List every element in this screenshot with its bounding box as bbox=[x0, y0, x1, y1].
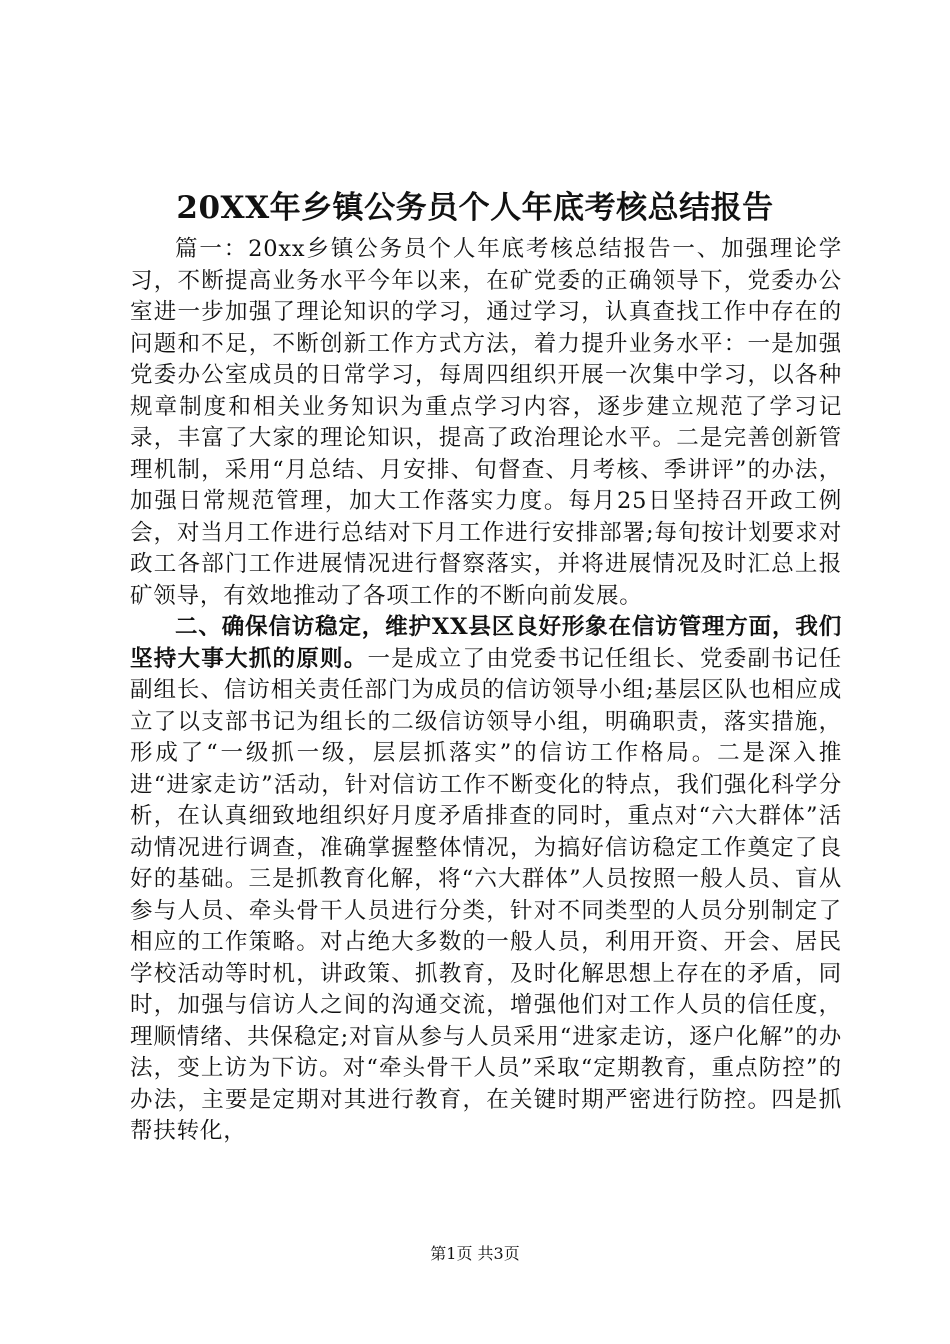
document-title: 20XX年乡镇公务员个人年底考核总结报告 bbox=[176, 190, 774, 226]
paragraph-2-text: 一是成立了由党委书记任组长、党委副书记任副组长、信访相关责任部门为成员的信访领导小组;基层区队也相应成立了以支部书记为组长的二级信访领导小组，明确职责，落实措施，形成了“一级抓一级，层层抓落实”的信访工作格局。二是深入推进“进家走访”活动，针对信访工作不断变化的特点，我们强化科学分析，在认真细致地组织好月度矛盾排查的同时，重点对“六大群体”活动情况进行调查，准确掌握整体情况，为搞好信访稳定工作奠定了良好的基础。三是抓教育化解，将“六大群体”人员按照一般人员、盲从参与人员、牵头骨干人员进行分类，针对不同类型的人员分别制定了相应的工作策略。对占绝大多数的一般人员，利用开资、开会、居民学校活动等时机，讲政策、抓教育，及时化解思想上存在的矛盾，同时，加强与信访人之间的沟通交流，增强他们对工作人员的信任度，理顺情绪、共保稳定;对盲从参与人员采用“进家走访，逐户化解”的办法，变上访为下访。对“牵头骨干人员”采取“定期教育，重点防控”的办法，主要是定期对其进行教育，在关键时期严密进行防控。四是抓帮扶转化， bbox=[130, 645, 842, 1144]
page-footer: 第1页 共3页 bbox=[430, 1244, 520, 1263]
paragraph-2-heading: 二、确保信访稳定，维护XX县区良好形象在信访管理方面，我们坚持大事大抓的原则。 bbox=[130, 614, 842, 672]
paragraph-1: 篇一：20xx乡镇公务员个人年底考核总结报告一、加强理论学习，不断提高业务水平今年以来，在矿党委的正确领导下，党委办公室进一步加强了理论知识的学习，通过学习，认真查找工作中存在的问题和不足，不断创新工作方式方法，着力提升业务水平：一是加强党委办公室成员的日常学习，每周四组织开展一次集中学习，以各种规章制度和相关业务知识为重点学习内容，逐步建立规范了学习记录，丰富了大家的理论知识，提高了政治理论水平。二是完善创新管理机制，采用“月总结、月安排、旬督查、月考核、季讲评”的办法，加强日常规范管理，加大工作落实力度。每月25日坚持召开政工例会，对当月工作进行总结对下月工作进行安排部署;每旬按计划要求对政工各部门工作进展情况进行督察落实，并将进展情况及时汇总上报矿领导，有效地推动了各项工作的不断向前发展。 bbox=[130, 236, 842, 609]
document-body bbox=[130, 234, 842, 1148]
paragraph-2 bbox=[130, 612, 842, 1148]
